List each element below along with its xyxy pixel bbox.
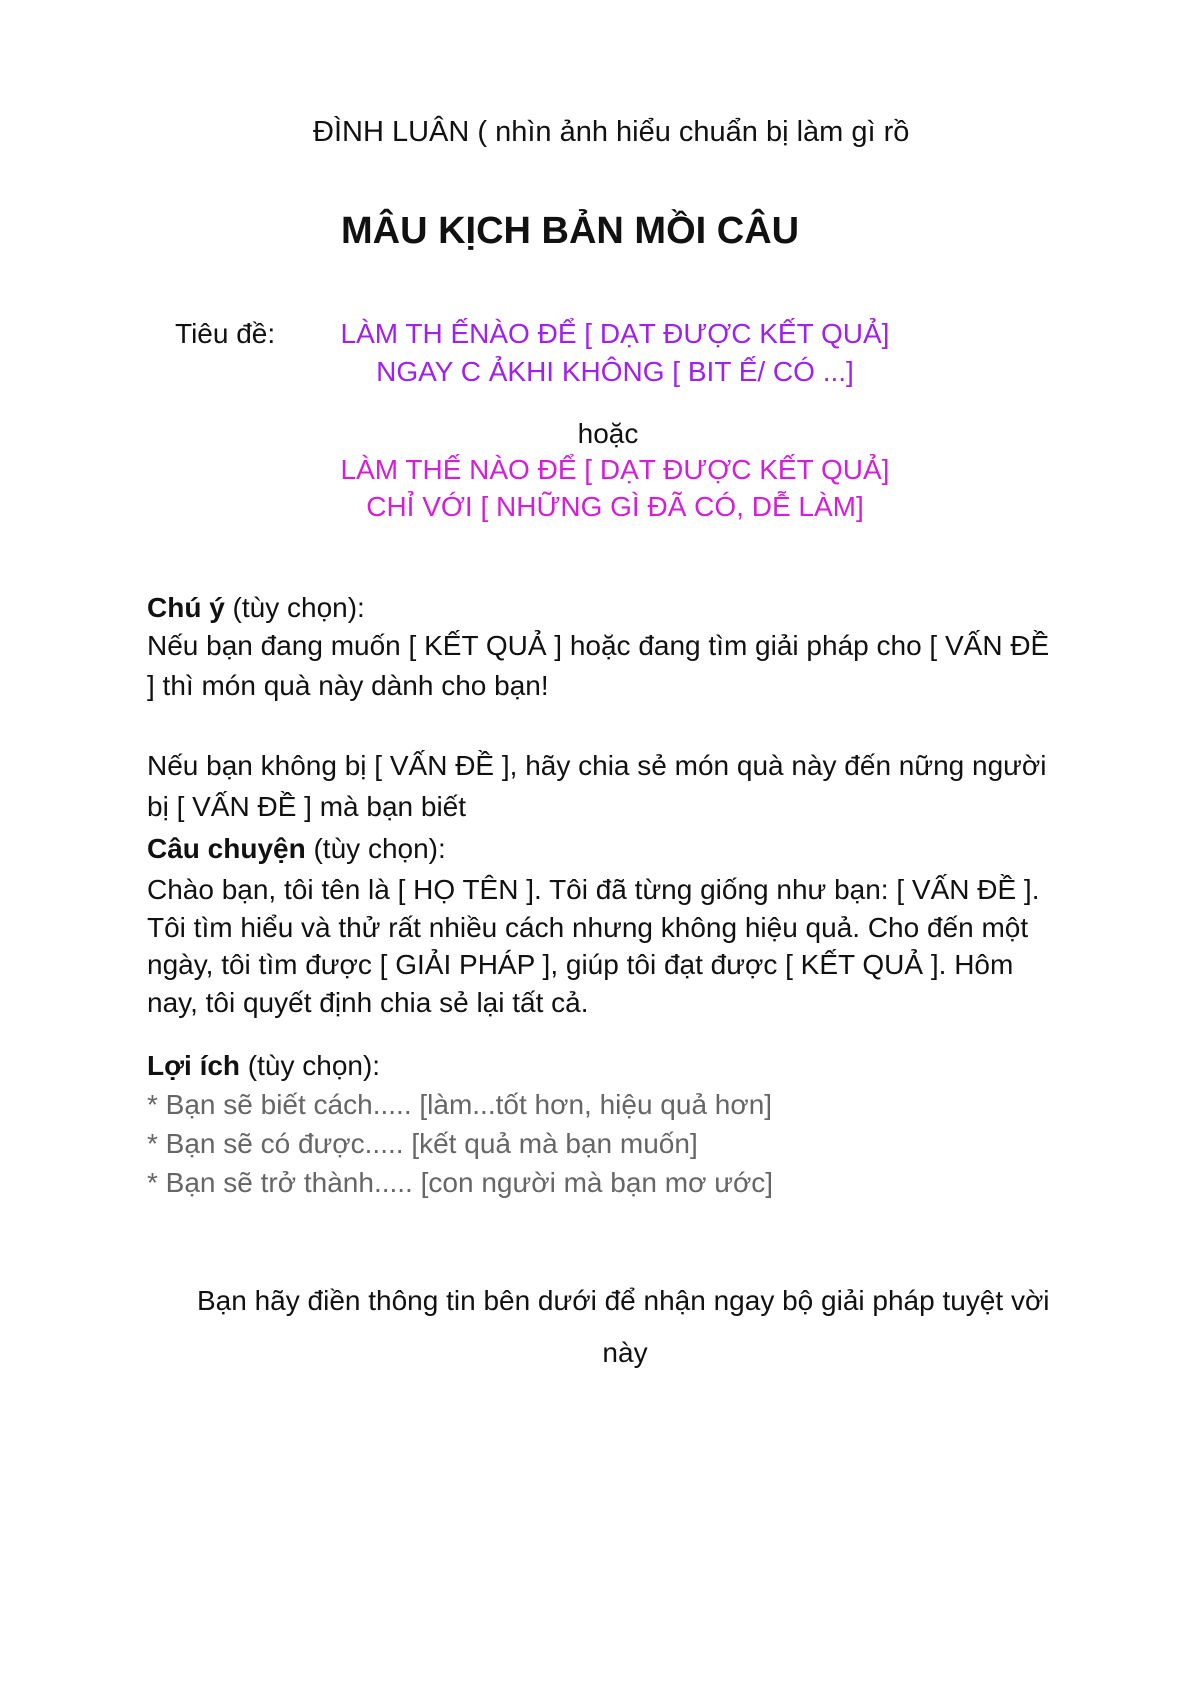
note-heading bbox=[147, 590, 365, 626]
benefit-item-1: * Bạn sẽ biết cách..... [làm...tốt hơn, hiệu quả hơn] bbox=[147, 1089, 773, 1120]
story-heading-label: Câu chuyện bbox=[147, 833, 306, 864]
note-line-2: ] thì món quà này dành cho bạn! bbox=[147, 670, 549, 701]
benefit-heading-optional: (tùy chọn): bbox=[240, 1050, 381, 1081]
benefit-heading bbox=[147, 1048, 380, 1084]
note-share-line-1: Nếu bạn không bị [ VẤN ĐỀ ], hãy chia sẻ món quà này đến nững người bbox=[147, 750, 1047, 781]
story-heading-optional: (tùy chọn): bbox=[305, 833, 446, 864]
note-share-line-2: bị [ VẤN ĐỀ ] mà bạn biết bbox=[147, 791, 467, 822]
story-line-2: Tôi tìm hiểu và thử rất nhiều cách nhưng không hiệu quả. Cho đến một bbox=[147, 912, 1029, 943]
story-line-3: ngày, tôi tìm được [ GIẢI PHÁP ], giúp tôi đạt được [ KẾT QUẢ ]. Hôm bbox=[147, 949, 1014, 980]
subject-option-2-line-1: LÀM THẾ NÀO ĐỂ [ DẠT ĐƯỢC KẾT QUẢ] bbox=[340, 454, 890, 485]
cta-line-2: này bbox=[602, 1337, 648, 1368]
subject-option-2-line-2: CHỈ VỚI [ NHỮNG GÌ ĐÃ CÓ, DỄ LÀM] bbox=[366, 491, 864, 522]
note-line-1: Nếu bạn đang muốn [ KẾT QUẢ ] hoặc đang tìm giải pháp cho [ VẤN ĐỀ bbox=[147, 630, 1050, 661]
note-heading-optional: (tùy chọn): bbox=[224, 592, 365, 623]
subject-label: Tiêu đề: bbox=[175, 318, 276, 349]
subject-option-1-line-1: LÀM TH ẾNÀO ĐỂ [ DẠT ĐƯỢC KẾT QUẢ] bbox=[340, 318, 890, 349]
or-separator: hoặc bbox=[577, 418, 639, 449]
benefit-item-3: * Bạn sẽ trở thành..... [con người mà bạn mơ ước] bbox=[147, 1167, 774, 1198]
subject-option-1-line-2: NGAY C ẢKHI KHÔNG [ BIT Ế/ CÓ ...] bbox=[376, 356, 854, 387]
cta-line-1: Bạn hãy điền thông tin bên dưới để nhận ngay bộ giải pháp tuyệt vời bbox=[197, 1285, 1050, 1316]
story-line-1: Chào bạn, tôi tên là [ HỌ TÊN ]. Tôi đã từng giống như bạn: [ VẤN ĐỀ ]. bbox=[147, 874, 1040, 905]
note-heading-label: Chú ý bbox=[147, 592, 225, 623]
benefit-item-2: * Bạn sẽ có được..... [kết quả mà bạn muốn] bbox=[147, 1128, 698, 1159]
story-line-4: nay, tôi quyết định chia sẻ lại tất cả. bbox=[147, 987, 589, 1018]
header-note: ĐÌNH LUÂN ( nhìn ảnh hiểu chuẩn bị làm gì rồ bbox=[313, 116, 910, 148]
document-title: MÂU KỊCH BẢN MỒI CÂU bbox=[341, 210, 800, 252]
benefit-heading-label: Lợi ích bbox=[147, 1050, 241, 1081]
story-heading bbox=[147, 831, 446, 867]
